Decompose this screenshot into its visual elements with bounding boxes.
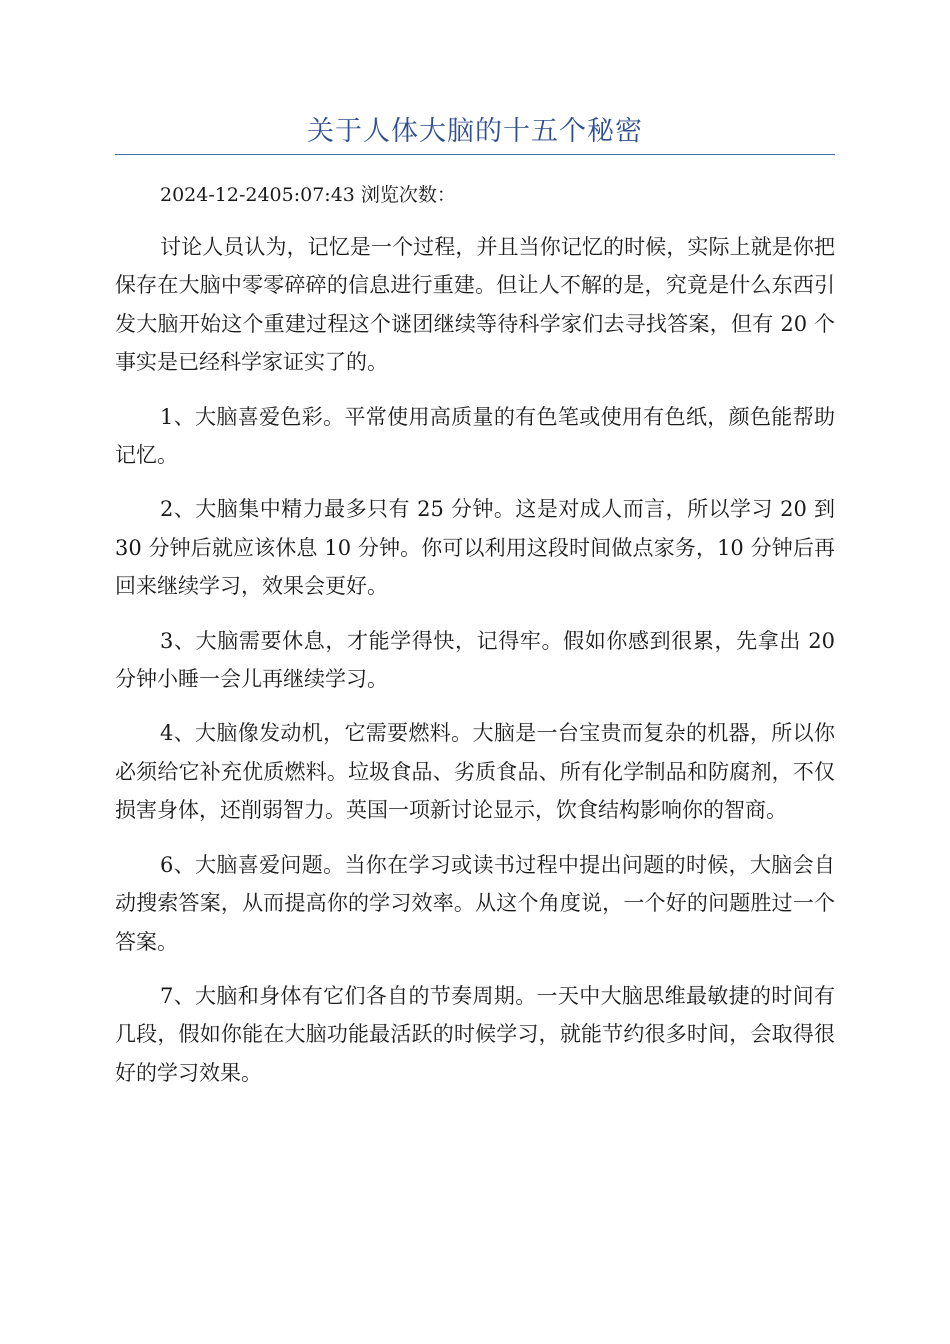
paragraph-item-7: 7、大脑和身体有它们各自的节奏周期。一天中大脑思维最敏捷的时间有几段，假如你能在大脑功能最活跃的时候学习，就能节约很多时间，会取得很好的学习效果。 <box>115 983 835 1085</box>
publish-meta: 2024-12-2405:07:43 浏览次数： <box>160 184 456 206</box>
title-underline <box>115 154 835 155</box>
page-title: 关于人体大脑的十五个秘密 <box>307 116 643 147</box>
paragraph-item-6: 6、大脑喜爱问题。当你在学习或读书过程中提出问题的时候，大脑会自动搜索答案，从而提高你的学习效率。从这个角度说，一个好的问题胜过一个答案。 <box>115 852 835 954</box>
intro-paragraph: 讨论人员认为，记忆是一个过程，并且当你记忆的时候，实际上就是你把保存在大脑中零零碎碎的信息进行重建。但让人不解的是，究竟是什么东西引发大脑开始这个重建过程这个谜团继续等待科学家们去寻找答案，但有 20 个事实是已经科学家证实了的。 <box>115 235 835 375</box>
paragraph-item-1: 1、大脑喜爱色彩。平常使用高质量的有色笔或使用有色纸，颜色能帮助记忆。 <box>115 404 835 468</box>
article-body <box>115 228 835 1108</box>
paragraph-item-3: 3、大脑需要休息，才能学得快，记得牢。假如你感到很累，先拿出 20 分钟小睡一会儿再继续学习。 <box>115 628 835 692</box>
paragraph-item-2: 2、大脑集中精力最多只有 25 分钟。这是对成人而言，所以学习 20 到 30 分钟后就应该休息 10 分钟。你可以利用这段时间做点家务，10 分钟后再回来继续学习，效果会更好。 <box>115 497 835 599</box>
paragraph-item-4: 4、大脑像发动机，它需要燃料。大脑是一台宝贵而复杂的机器，所以你必须给它补充优质燃料。垃圾食品、劣质食品、所有化学制品和防腐剂，不仅损害身体，还削弱智力。英国一项新讨论显示，饮食结构影响你的智商。 <box>115 721 835 823</box>
